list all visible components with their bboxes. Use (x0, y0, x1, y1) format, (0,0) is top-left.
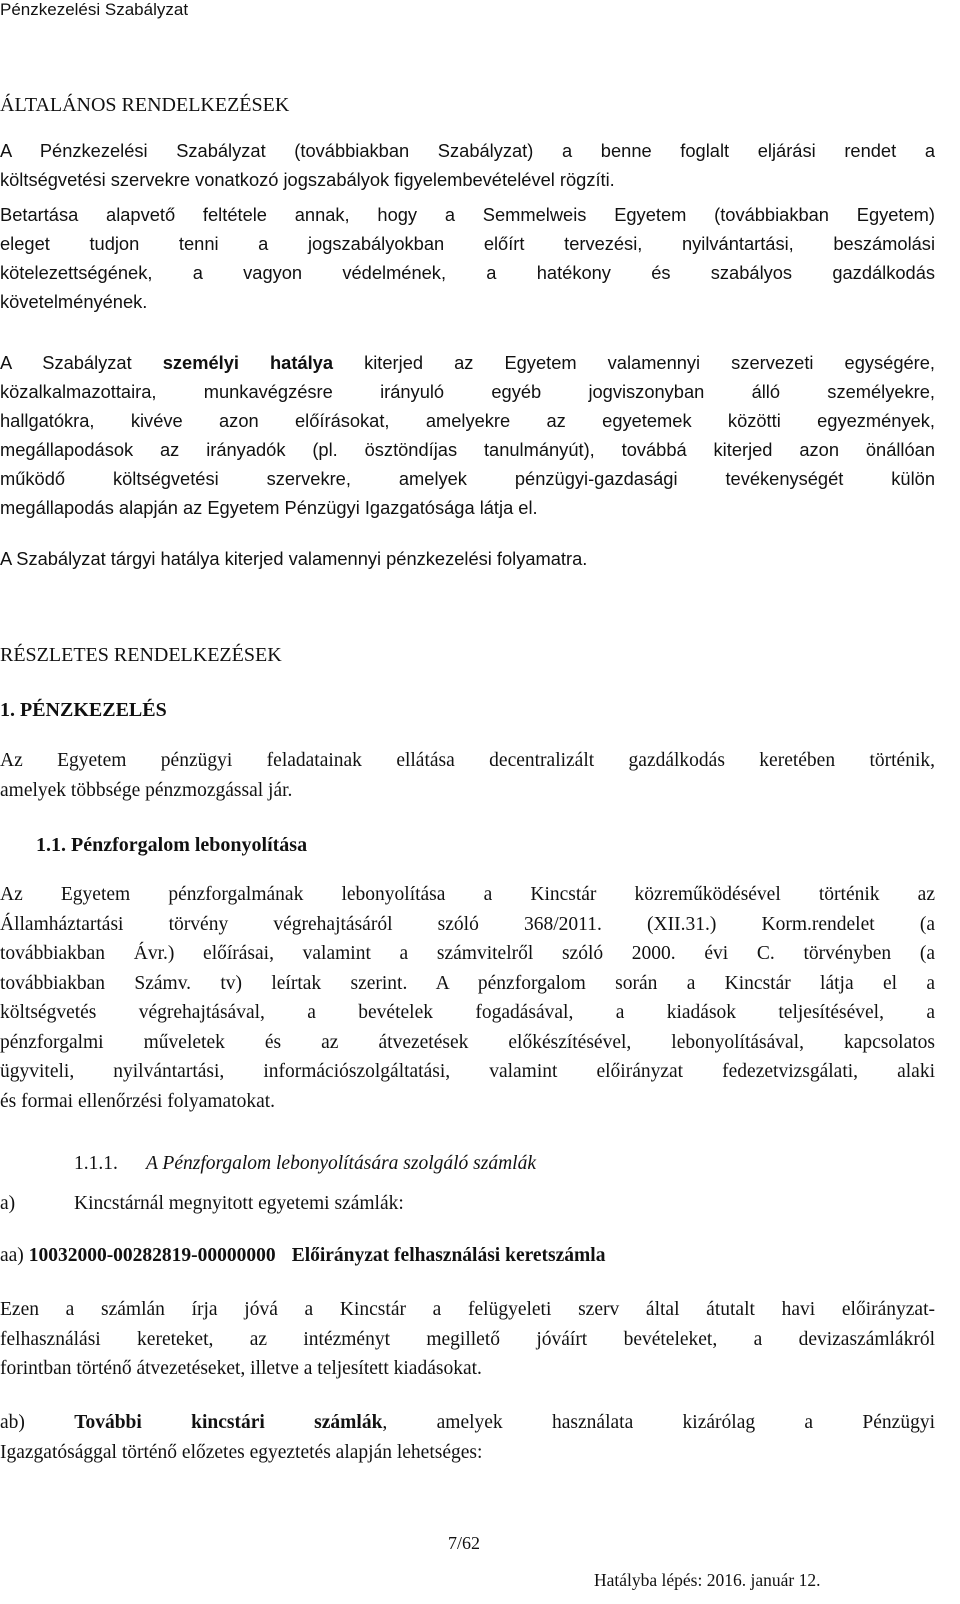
item-ab-line: ab) További kincstári számlák, amelyek használata kizárólag a Pénzügyi (0, 1412, 935, 1433)
item-aa-account-number: 10032000-00282819-00000000 (28, 1245, 276, 1266)
personal-scope-line: hallgatókra, kivéve azon előírásokat, amelyekre az egyetemek közötti egyezmények, (0, 410, 935, 431)
section-1-paragraph (0, 746, 935, 805)
section-1-1-title: 1.1. Pénzforgalom lebonyolítása (36, 834, 308, 856)
section-1-1-line: Az Egyetem pénzforgalmának lebonyolítása a Kincstár közreműködésével történik az (0, 884, 935, 905)
section-1-1-line: költségvetés végrehajtásával, a bevételek fogadásával, a kiadások teljesítésével, a (0, 1002, 935, 1023)
intro-line: költségvetési szervekre vonatkozó jogszabályok figyelembevételével rögzíti. (0, 169, 615, 190)
item-aa-marker: aa) (0, 1245, 24, 1266)
personal-scope-term: személyi hatálya (162, 352, 334, 373)
betartas-line: kötelezettségének, a vagyon védelmének, a hatékony és szabályos gazdálkodás (0, 262, 935, 283)
item-aa-line: Ezen a számlán írja jóvá a Kincstár a felügyeleti szerv által átutalt havi előirányzat- (0, 1299, 935, 1320)
intro-line: A Pénzkezelési Szabályzat (továbbiakban Szabályzat) a benne foglalt eljárási rendet a (0, 140, 935, 161)
general-provisions-heading: ÁLTALÁNOS RENDELKEZÉSEK (0, 94, 290, 116)
personal-scope-line: megállapodások az irányadók (pl. ösztöndíjas tanulmányút), továbbá kiterjed azon önállóan (0, 439, 935, 460)
item-aa-account-label: Előirányzat felhasználási keretszámla (291, 1245, 606, 1266)
personal-scope-line: A Szabályzat személyi hatálya kiterjed az Egyetem valamennyi szervezeti egységére, (0, 352, 935, 373)
betartas-line: eleget tudjon tenni a jogszabályokban előírt tervezési, nyilvántartási, beszámolási (0, 233, 935, 254)
item-ab-marker: ab) (0, 1412, 25, 1433)
section-1-1-line: továbbiakban Ávr.) előírásai, valamint a számvitelről szóló 2000. évi C. törvényben (a (0, 943, 935, 964)
section-1-1-1-number: 1.1.1. (74, 1153, 118, 1174)
personal-scope-line: megállapodás alapján az Egyetem Pénzügyi Igazgatósága látja el. (0, 497, 538, 518)
effective-date: Hatályba lépés: 2016. január 12. (594, 1570, 821, 1590)
item-aa-line: forintban történő átvezetéseket, illetve a teljesített kiadásokat. (0, 1358, 482, 1379)
section-1-1-1-title: A Pénzforgalom lebonyolítására szolgáló számlák (146, 1153, 536, 1174)
document-header: Pénzkezelési Szabályzat (0, 0, 189, 19)
section-1-1-paragraph (0, 880, 935, 1116)
section-1-title: 1. PÉNZKEZELÉS (0, 699, 167, 721)
item-ab-paragraph (0, 1408, 935, 1467)
section-1-1-line: ügyviteli, nyilvántartási, információszolgáltatási, valamint előirányzat fedezetvizsgálati, alaki (0, 1061, 935, 1082)
betartas-line: követelményének. (0, 291, 148, 312)
detailed-provisions-heading: RÉSZLETES RENDELKEZÉSEK (0, 644, 282, 666)
section-1-1-line: továbbiakban Számv. tv) leírtak szerint. A pénzforgalom során a Kincstár látja el a (0, 972, 935, 994)
section-1-1-line: Államháztartási törvény végrehajtásáról szóló 368/2011. (XII.31.) Korm.rendelet (a (0, 913, 935, 935)
section-1-line: amelyek többsége pénzmozgással jár. (0, 779, 293, 801)
betartas-line: Betartása alapvető feltétele annak, hogy a Semmelweis Egyetem (továbbiakban Egyetem) (0, 204, 935, 225)
section-1-line: Az Egyetem pénzügyi feladatainak ellátása decentralizált gazdálkodás keretében történik, (0, 750, 935, 771)
section-1-1-line: és formai ellenőrzési folyamatokat. (0, 1090, 276, 1112)
personal-scope-line: működő költségvetési szervekre, amelyek pénzügyi-gazdasági tevékenységét külön (0, 468, 935, 489)
personal-scope-paragraph (0, 348, 935, 522)
section-1-1-line: pénzforgalmi műveletek és az átvezetések előkészítésével, lebonyolításával, kapcsolatos (0, 1031, 935, 1053)
item-a-marker: a) (0, 1193, 16, 1214)
personal-scope-line: közalkalmazottaira, munkavégzésre irányuló egyéb jogviszonyban álló személyekre, (0, 381, 935, 402)
betartas-paragraph (0, 200, 935, 316)
item-aa-paragraph (0, 1295, 935, 1384)
intro-paragraph (0, 136, 935, 194)
item-a-text: Kincstárnál megnyitott egyetemi számlák: (74, 1193, 404, 1214)
item-ab-line: Igazgatósággal történő előzetes egyeztetés alapján lehetséges: (0, 1441, 483, 1463)
subject-scope-text: A Szabályzat tárgyi hatálya kiterjed valamennyi pénzkezelési folyamatra. (0, 548, 588, 569)
page-number: 7/62 (448, 1533, 481, 1553)
item-ab-term: További kincstári számlák (74, 1412, 383, 1433)
item-aa-heading (0, 1245, 605, 1267)
item-aa-line: felhasználási kereteket, az intézményt megillető jóváírt bevételeket, a devizaszámlákról (0, 1328, 935, 1350)
